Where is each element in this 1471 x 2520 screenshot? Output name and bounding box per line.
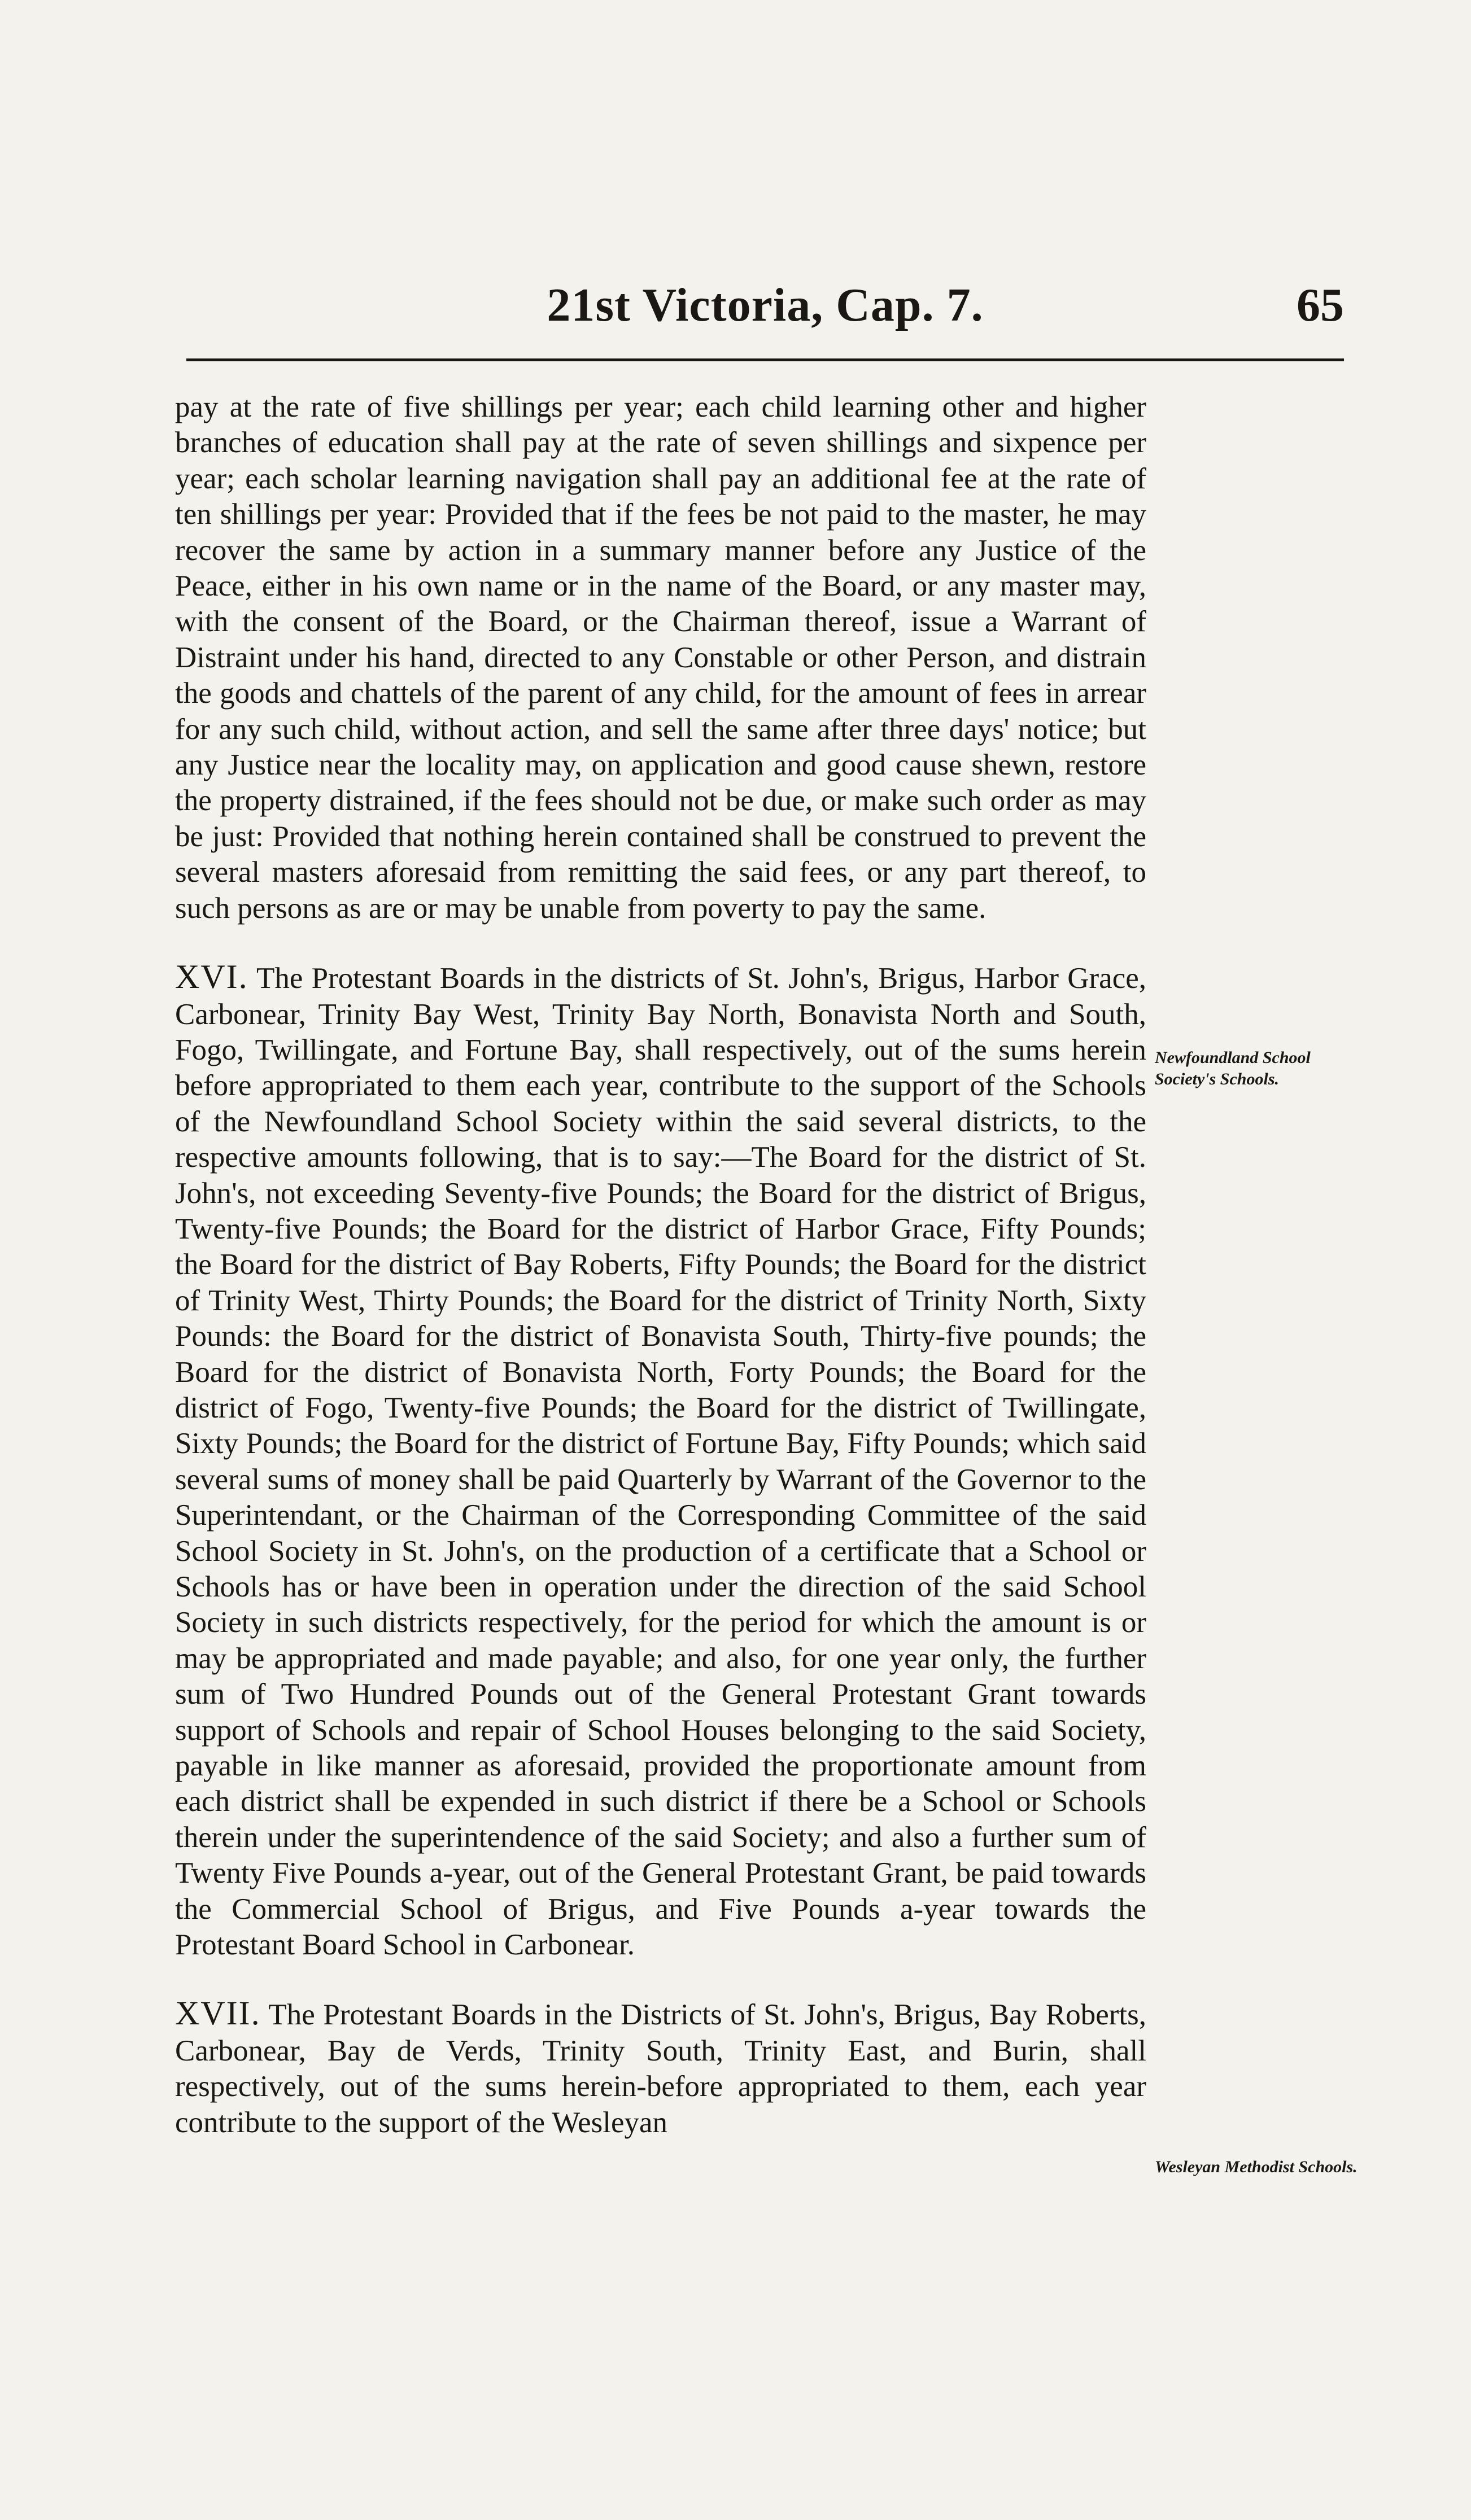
paragraph-section-xvi: [175, 959, 1146, 1963]
body-text: [175, 390, 1146, 2141]
running-head: 21st Victoria, Cap. 7.: [547, 279, 984, 331]
paragraph-section-xvii: [175, 1996, 1146, 2141]
paragraph-continuation: [175, 390, 1146, 926]
margin-note-wesleyan: Wesleyan Methodist Schools.: [1155, 2158, 1357, 2176]
page-header: [186, 266, 1344, 351]
page-number: 65: [1297, 279, 1344, 331]
paragraph-text: The Protestant Boards in the districts of St. John's, Brigus, Harbor Grace, Carbonear, Trinity Bay West, Trinity Bay North, Bonavista North and South, Fogo, Twillingate, and Fortune Bay, shall respectively, out of the sums herein before appropriated to them each year, contribute to the support of the Schools of the Newfoundland School Society within the said several districts, to the respective amounts following, that is to say:—The Board for the district of St. John's, not exceeding Seventy-five Pounds; the Board for the district of Brigus, Twenty-five Pounds; the Board for the district of Harbor Grace, Fifty Pounds; the Board for the district of Bay Roberts, Fifty Pounds; the Board for the district of Trinity West, Thirty Pounds; the Board for the district of Trinity North, Sixty Pounds: the Board for the district of Bonavista South, Thirty-five pounds; the Board for the district of Bonavista North, Forty Pounds; the Board for the district of Fogo, Twenty-five Pounds; the Board for the district of Twillingate, Sixty Pounds; the Board for the district of Fortune Bay, Fifty Pounds; which said several sums of money shall be paid Quarterly by Warrant of the Governor to the Superintendant, or the Chairman of the Corresponding Committee of the said School Society in St. John's, on the production of a certificate that a School or Schools has or have been in operation under the direction of the said School Society in such districts respectively, for the period for which the amount is or may be appropriated and made payable; and also, for one year only, the further sum of Two Hundred Pounds out of the General Protestant Grant towards support of Schools and repair of School Houses belonging to the said Society, payable in like manner as aforesaid, provided the proportionate amount from each district shall be expended in such district if there be a School or Schools therein under the superintendence of the said Society; and also a further sum of Twenty Five Pounds a-year, out of the General Protestant Grant, be paid towards the Commercial School of Brigus, and Five Pounds a-year towards the Protestant Board School in Carbonear.: [175, 962, 1146, 1962]
paragraph-text: The Protestant Boards in the Districts of St. John's, Brigus, Bay Roberts, Carbonear, Bay de Verds, Trinity South, Trinity East, and Burin, shall respectively, out of the sums herein-before appropriated to them, each year contribute to the support of the Wesleyan: [175, 1998, 1146, 2139]
section-number: XVII.: [175, 1994, 261, 2032]
margin-note-school-society: Newfoundland School Society's Schools.: [1155, 1048, 1311, 1088]
section-number: XVI.: [175, 958, 248, 996]
header-rule: [186, 358, 1344, 361]
paragraph-text: pay at the rate of five shillings per year; each child learning other and higher branches of education shall pay at the rate of seven shillings and sixpence per year; each scholar learning navigation shall pay an additional fee at the rate of ten shillings per year: Provided that if the fees be not paid to the master, he may recover the same by action in a summary manner before any Justice of the Peace, either in his own name or in the name of the Board, or any master may, with the consent of the Board, or the Chairman thereof, issue a Warrant of Distraint under his hand, directed to any Constable or other Person, and distrain the goods and chattels of the parent of any child, for the amount of fees in arrear for any such child, without action, and sell the same after three days' notice; but any Justice near the locality may, on application and good cause shewn, restore the property distrained, if the fees should not be due, or make such order as may be just: Provided that nothing herein contained shall be construed to prevent the several masters aforesaid from remitting the said fees, or any part thereof, to such persons as are or may be unable from poverty to pay the same.: [175, 391, 1146, 925]
